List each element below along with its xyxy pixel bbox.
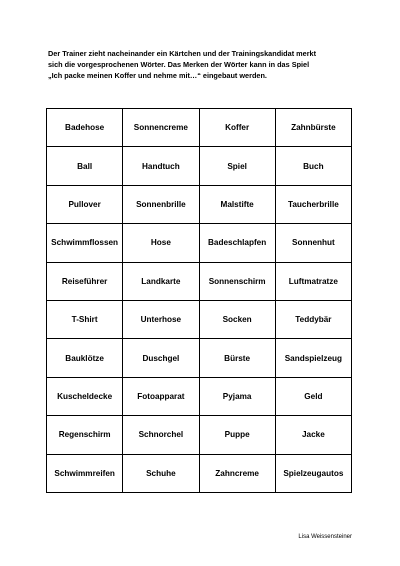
- word-card: Hose: [123, 224, 199, 262]
- card-row: [47, 185, 352, 223]
- card-row: [47, 416, 352, 454]
- word-card: Spiel: [199, 147, 275, 185]
- word-card: Socken: [199, 300, 275, 338]
- word-card: Handtuch: [123, 147, 199, 185]
- word-card: Jacke: [275, 416, 351, 454]
- word-card-grid: [46, 108, 352, 493]
- word-card: Schnorchel: [123, 416, 199, 454]
- word-card: Schwimmreifen: [47, 454, 123, 492]
- word-card: Teddybär: [275, 300, 351, 338]
- card-row: [47, 109, 352, 147]
- card-row: [47, 454, 352, 492]
- card-row: [47, 339, 352, 377]
- card-row: [47, 224, 352, 262]
- word-card: Sonnenbrille: [123, 185, 199, 223]
- word-card: Regenschirm: [47, 416, 123, 454]
- card-row: [47, 377, 352, 415]
- word-card: Sonnenschirm: [199, 262, 275, 300]
- author-credit: Lisa Weissensteiner: [298, 534, 352, 540]
- word-card: Reiseführer: [47, 262, 123, 300]
- word-card: Zahncreme: [199, 454, 275, 492]
- instructions-line-2: sich die vorgesprochenen Wörter. Das Merken der Wörter kann in das Spiel: [48, 60, 310, 69]
- word-card: Badehose: [47, 109, 123, 147]
- card-row: [47, 262, 352, 300]
- word-card: Schwimmflossen: [47, 224, 123, 262]
- word-card: Schuhe: [123, 454, 199, 492]
- word-card: Luftmatratze: [275, 262, 351, 300]
- word-card: Koffer: [199, 109, 275, 147]
- word-card: Sonnencreme: [123, 109, 199, 147]
- word-card: Landkarte: [123, 262, 199, 300]
- word-card: Unterhose: [123, 300, 199, 338]
- word-card: Pullover: [47, 185, 123, 223]
- word-card: Malstifte: [199, 185, 275, 223]
- word-card: Bauklötze: [47, 339, 123, 377]
- word-card: Pyjama: [199, 377, 275, 415]
- instructions-line-1: Der Trainer zieht nacheinander ein Kärtchen und der Trainingskandidat merkt: [48, 49, 317, 58]
- word-card: Puppe: [199, 416, 275, 454]
- word-card: Badeschlapfen: [199, 224, 275, 262]
- word-card: Bürste: [199, 339, 275, 377]
- word-card: Spielzeugautos: [275, 454, 351, 492]
- word-card: Sandspielzeug: [275, 339, 351, 377]
- instructions-text: [48, 48, 358, 81]
- word-card: Duschgel: [123, 339, 199, 377]
- word-card: Sonnenhut: [275, 224, 351, 262]
- word-card: T-Shirt: [47, 300, 123, 338]
- word-card: Fotoapparat: [123, 377, 199, 415]
- word-card: Geld: [275, 377, 351, 415]
- card-row: [47, 300, 352, 338]
- word-card: Kuscheldecke: [47, 377, 123, 415]
- word-card: Taucherbrille: [275, 185, 351, 223]
- instructions-line-3: „Ich packe meinen Koffer und nehme mit…“ eingebaut werden.: [48, 71, 267, 80]
- word-card: Zahnbürste: [275, 109, 351, 147]
- card-row: [47, 147, 352, 185]
- word-card: Ball: [47, 147, 123, 185]
- word-card: Buch: [275, 147, 351, 185]
